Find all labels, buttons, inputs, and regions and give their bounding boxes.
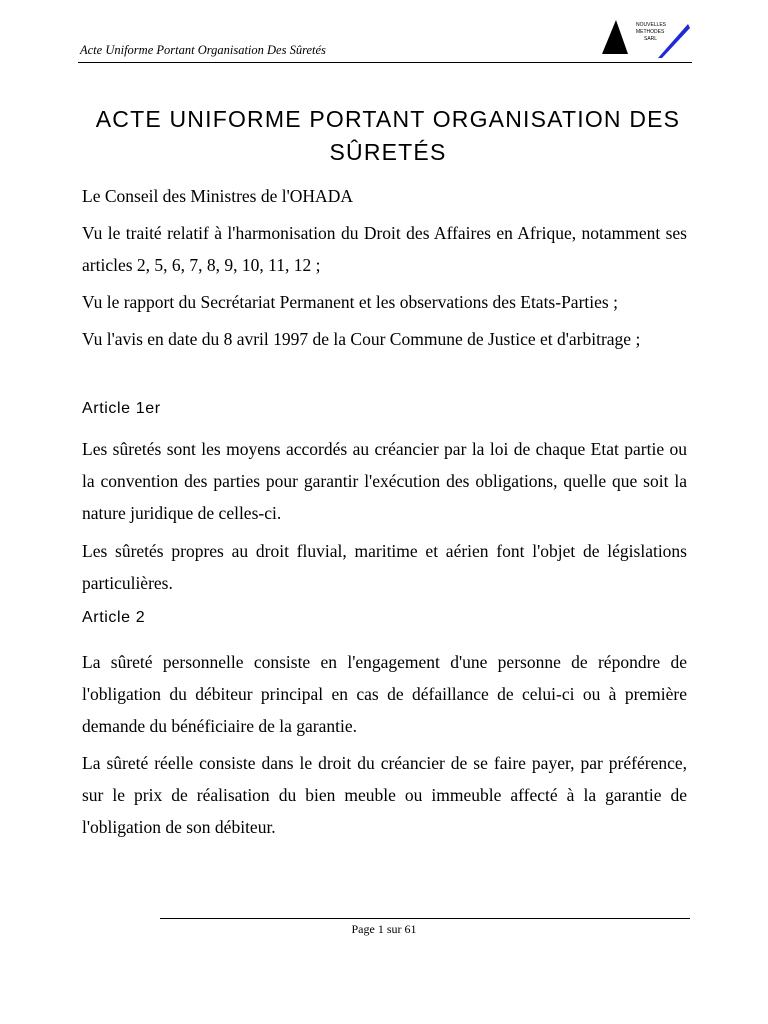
preamble-paragraph: Le Conseil des Ministres de l'OHADA (82, 186, 353, 206)
article-heading: Article 1er (82, 400, 161, 417)
preamble-paragraph: Vu le rapport du Secrétariat Permanent et les observations des Etats-Parties ; (82, 292, 618, 312)
footer-divider (160, 918, 690, 919)
logo-line-2: METHODES (636, 29, 665, 35)
article-paragraph: La sûreté réelle consiste dans le droit du créancier de se faire payer, par préférence, sur le prix de réalisation du bien meuble ou immeuble affecté à la garantie de l'obligation de son débiteur. (82, 753, 687, 837)
page-number: Page 1 sur 61 (351, 922, 417, 936)
title-line-1: ACTE UNIFORME PORTANT ORGANISATION DES (95, 106, 681, 132)
document-title (90, 103, 686, 169)
article-heading: Article 2 (82, 609, 146, 626)
title-line-2: SÛRETÉS (329, 139, 447, 165)
preamble-paragraph: Vu le traité relatif à l'harmonisation du Droit des Affaires en Afrique, notamment ses articles 2, 5, 6, 7, 8, 9, 10, 11, 12 ; (82, 223, 687, 275)
header-divider (78, 62, 692, 63)
article-paragraph: Les sûretés propres au droit fluvial, maritime et aérien font l'objet de législations particulières. (82, 541, 687, 593)
preamble-paragraph: Vu l'avis en date du 8 avril 1997 de la Cour Commune de Justice et d'arbitrage ; (82, 329, 641, 349)
running-title: Acte Uniforme Portant Organisation Des Sûretés (80, 43, 326, 57)
nouvelles-methodes-logo (600, 18, 692, 58)
logo-line-3: SARL (644, 36, 658, 42)
article-paragraph: La sûreté personnelle consiste en l'engagement d'une personne de répondre de l'obligation du débiteur principal en cas de défaillance de celui-ci ou à première demande du bénéficiaire de la garantie. (82, 652, 687, 736)
article-paragraph: Les sûretés sont les moyens accordés au créancier par la loi de chaque Etat partie ou la convention des parties pour garantir l'exécution des obligations, quelle que soit la nature juridique de celles-ci. (82, 439, 687, 523)
logo-line-1: NOUVELLES (636, 22, 667, 28)
